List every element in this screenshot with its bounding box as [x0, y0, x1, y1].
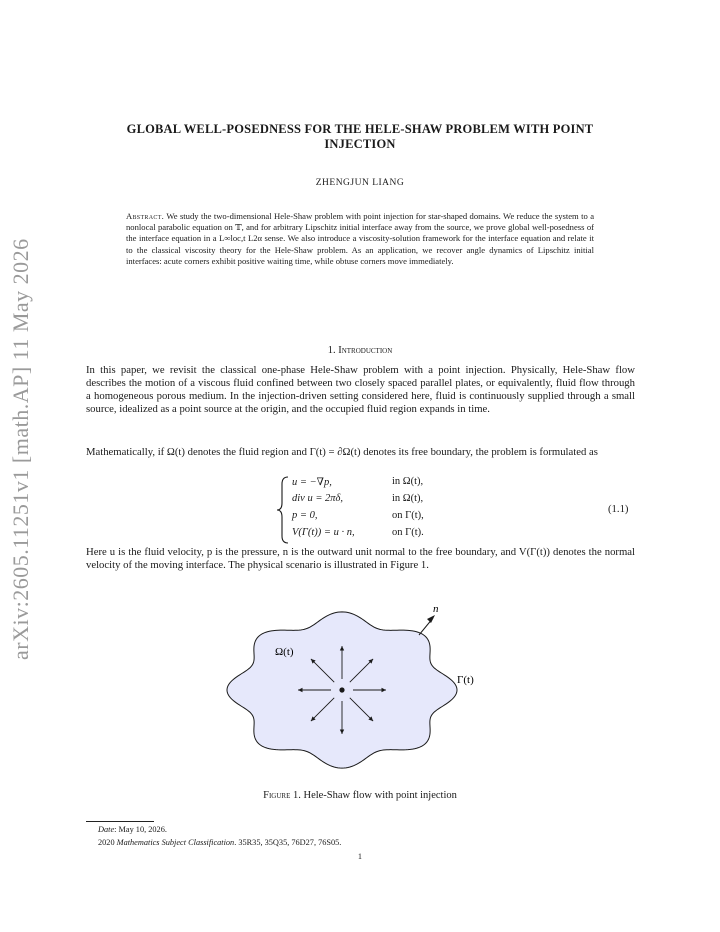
- equation-rhs: in Ω(t),: [392, 493, 424, 504]
- equation-lhs: div u = 2πδ,: [292, 493, 344, 504]
- msc-value: . 35R35, 35Q35, 76D27, 76S05.: [234, 838, 342, 847]
- caption-text: Hele-Shaw flow with point injection: [303, 790, 457, 801]
- normal-arrowhead-icon: [427, 615, 435, 623]
- equation-rhs: on Γ(t),: [392, 510, 424, 521]
- msc-prefix: 2020: [98, 838, 117, 847]
- footnote-msc: [98, 838, 341, 847]
- normal-label: n: [433, 603, 439, 615]
- equation-lhs: u = −∇p,: [292, 477, 332, 488]
- page-number: 1: [357, 852, 363, 861]
- footnote-date: [98, 825, 167, 834]
- equation-rhs: in Ω(t),: [392, 476, 424, 487]
- equation-row: [292, 510, 424, 521]
- figure-caption: [90, 790, 630, 801]
- section-title: Introduction: [338, 345, 393, 356]
- paper-author: ZHENGJUN LIANG: [315, 178, 405, 188]
- gamma-label: Γ(t): [457, 674, 474, 686]
- section-heading: [90, 345, 630, 356]
- abstract-heading: Abstract.: [126, 211, 165, 221]
- point-source-dot: [339, 687, 344, 692]
- caption-prefix: Figure 1.: [263, 790, 301, 801]
- equation-lhs: p = 0,: [292, 510, 318, 521]
- abstract-text: We study the two-dimensional Hele-Shaw problem with point injection for star-shaped domains. We reduce the system to a nonlocal parabolic equation on 𝕋, and for arbitrary Lipschitz initial interface away from the source, we prove global well-posedness of the interface equation in a L∞loc,t L2α sense. We also introduce a viscosity-solution framework for the interface equation and relate it to the classical viscosity theory for the Hele-Shaw problem. As an application, we recover angle dynamics of Lipschitz initial interfaces: acute corners exhibit positive waiting time, while obtuse corners move immediately.: [126, 211, 595, 266]
- omega-label: Ω(t): [275, 646, 294, 658]
- equation-rhs: on Γ(t).: [392, 527, 424, 538]
- paper-title: GLOBAL WELL-POSEDNESS FOR THE HELE-SHAW PROBLEM WITH POINT INJECTION: [126, 122, 594, 151]
- intro-paragraph-2: Mathematically, if Ω(t) denotes the fluid region and Γ(t) = ∂Ω(t) denotes its free boundary, the problem is formulated as: [86, 446, 598, 458]
- footnote-divider: [86, 821, 154, 822]
- equation-row: [292, 476, 424, 488]
- equation-lhs: V(Γ(t)) = u · n,: [292, 527, 355, 538]
- left-brace-icon: [276, 476, 290, 544]
- equation-row: [292, 527, 424, 538]
- equation-row: [292, 493, 424, 504]
- abstract: [126, 211, 594, 267]
- section-number: 1.: [327, 345, 336, 356]
- hele-shaw-figure: [226, 600, 506, 780]
- intro-paragraph-1: In this paper, we revisit the classical one-phase Hele-Shaw problem with a point injection. Physically, Hele-Shaw flow describes the motion of a viscous fluid confined between two closely spaced parallel plates, or equivalently, fluid flow through a homogeneous porous medium. In the injection-driven setting considered here, fluid is continuously supplied through a small source, idealized as a point source at the origin, and the occupied fluid region expands in time.: [86, 364, 635, 416]
- equation-number: (1.1): [608, 503, 629, 515]
- msc-label: Mathematics Subject Classification: [116, 838, 235, 847]
- intro-paragraph-3: Here u is the fluid velocity, p is the pressure, n is the outward unit normal to the free boundary, and V(Γ(t)) denotes the normal velocity of the moving interface. The physical scenario is illustrated in Figure 1.: [86, 546, 635, 572]
- date-value: : May 10, 2026.: [114, 825, 167, 834]
- arxiv-identifier: arXiv:2605.11251v1 [math.AP] 11 May 2026: [8, 238, 33, 660]
- equation-system: [270, 476, 510, 544]
- date-label: Date: [98, 825, 115, 834]
